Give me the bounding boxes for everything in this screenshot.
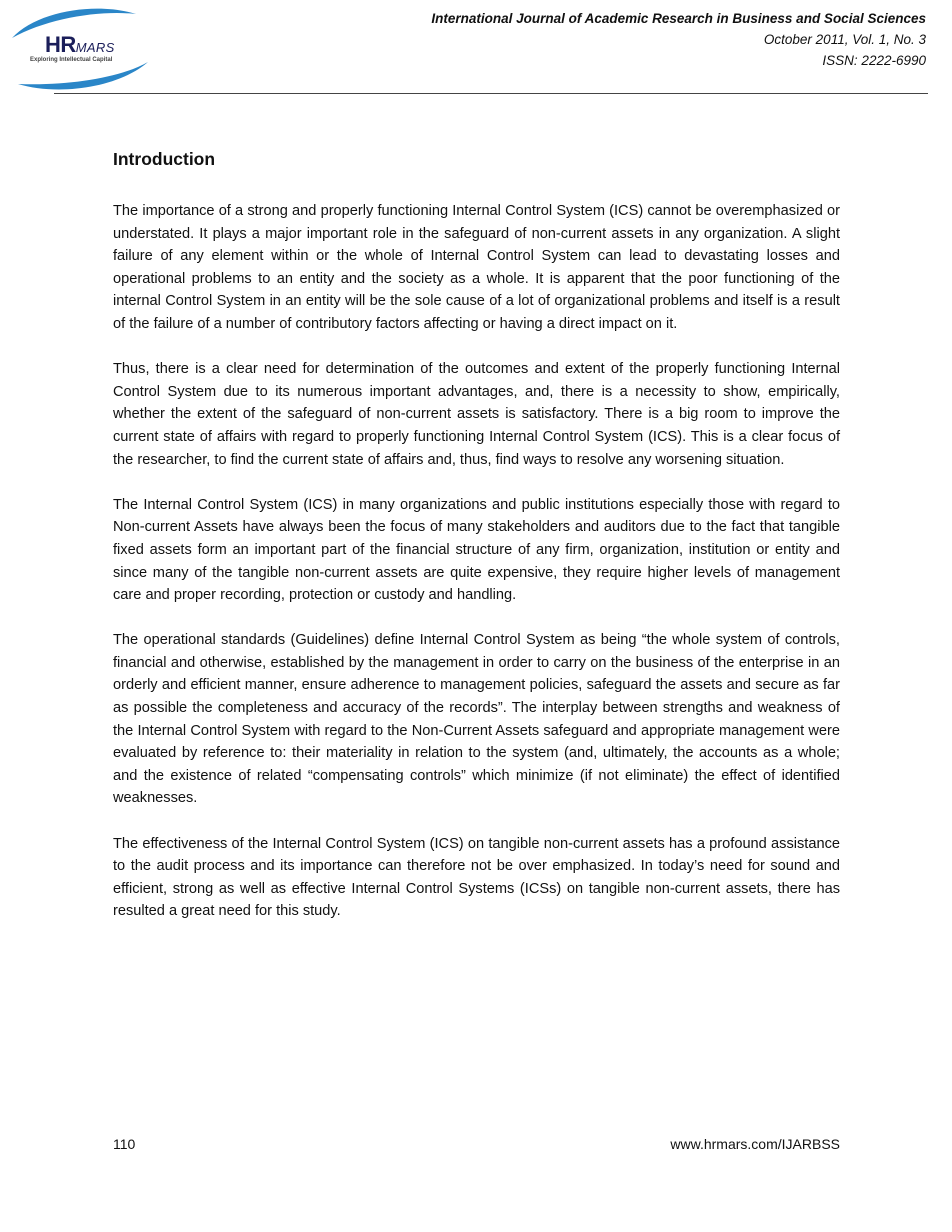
journal-title: International Journal of Academic Research in Business and Social Sciences	[431, 11, 926, 26]
section-heading: Introduction	[113, 149, 216, 169]
journal-url: www.hrmars.com/IJARBSS	[670, 1136, 840, 1152]
paragraph: The operational standards (Guidelines) define Internal Control System as being “the whole system of controls, financial and otherwise, established by the management in order to carry on the business of the enterprise in an orderly and efficient manner, ensure adherence to management policies, safeguard the assets and secure as far as possible the completeness and accuracy of the records”. The interplay between strengths and weakness of the Internal Control System with regard to the Non-Current Assets safeguard and appropriate management were evaluated by reference to: their materiality in relation to the system (and, ultimately, the accounts as a whole; and the existence of related “compensating controls” which minimize (if not eliminate) the effect of identified weaknesses.	[113, 632, 840, 807]
header-divider	[54, 93, 928, 94]
logo-hr-text: HR	[45, 32, 76, 57]
journal-header	[431, 8, 926, 71]
page-footer	[113, 1136, 840, 1152]
journal-issn: ISSN: 2222-6990	[822, 53, 926, 68]
logo-tagline: Exploring Intellectual Capital	[30, 57, 113, 63]
page-number: 110	[113, 1136, 136, 1152]
paragraph: The Internal Control System (ICS) in many organizations and public institutions especially those with regard to Non-current Assets have always been the focus of many stakeholders and auditors due to the fact that tangible fixed assets form an important part of the financial structure of any firm, organization, institution or entity and since many of the tangible non-current assets are quite expensive, they require higher levels of management care and proper recording, protection or custody and handling.	[113, 496, 840, 604]
paragraph: The importance of a strong and properly functioning Internal Control System (ICS) cannot be overemphasized or understated. It plays a major important role in the safeguard of non-current assets in any organization. A slight failure of any element within or the whole of Internal Control System can lead to devastating losses and operational problems to an entity and the society as a whole. It is apparent that the poor functioning of the internal Control System in an entity will be the sole cause of a lot of organizational problems and itself is a result of the failure of a number of contributory factors affecting or having a direct impact on it.	[113, 203, 840, 332]
body-text	[113, 200, 840, 946]
paragraph: The effectiveness of the Internal Control System (ICS) on tangible non-current assets has a profound assistance to the audit process and its importance can therefore not be over emphasized. In today’s need for sound and efficient, strong as well as effective Internal Control Systems (ICSs) on tangible non-current assets, there has resulted a great need for this study.	[113, 835, 840, 920]
hrmars-logo	[8, 4, 150, 96]
logo-mars-text: MARS	[75, 40, 115, 55]
paragraph: Thus, there is a clear need for determination of the outcomes and extent of the properly functioning Internal Control System due to its numerous important advantages, and, there is a necessity to show, empirically, whether the extent of the safeguard of non-current assets is satisfactory. There is a big room to improve the current state of affairs with regard to properly functioning Internal Control System (ICS). This is a clear focus of the researcher, to find the current state of affairs and, thus, find ways to resolve any worsening situation.	[113, 361, 840, 468]
journal-issue: October 2011, Vol. 1, No. 3	[763, 32, 926, 47]
logo-wordmark	[45, 34, 115, 59]
